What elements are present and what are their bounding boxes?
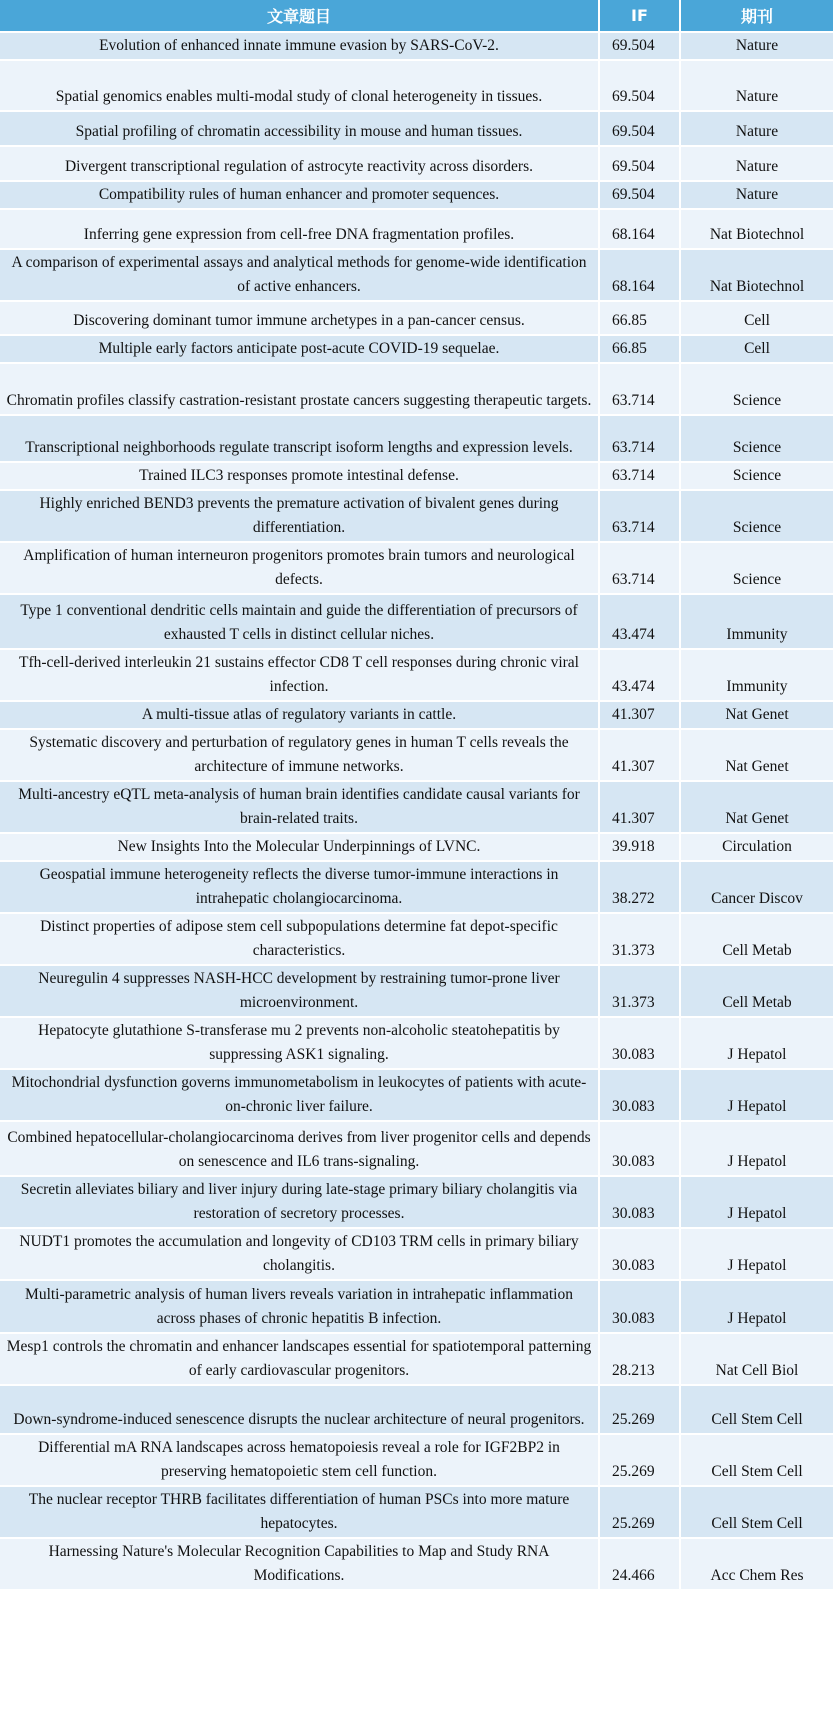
article-title-cell: Combined hepatocellular-cholangiocarcinoma derives from liver progenitor cells and depends on senescence and IL6 trans-signaling. (0, 1122, 600, 1177)
journal-cell: Cell Stem Cell (681, 1487, 833, 1539)
journal-cell: Nature (681, 33, 833, 61)
journal-cell: Immunity (681, 650, 833, 702)
article-title-cell: Harnessing Nature's Molecular Recognition Capabilities to Map and Study RNA Modifications. (0, 1539, 600, 1591)
article-title-cell: Highly enriched BEND3 prevents the premature activation of bivalent genes during differentiation. (0, 491, 600, 543)
table-row (0, 1018, 833, 1070)
article-title-cell: Evolution of enhanced innate immune evasion by SARS-CoV-2. (0, 33, 600, 61)
impact-factor-cell: 69.504 (600, 33, 681, 61)
journal-cell: Cell (681, 336, 833, 364)
journal-cell: Nature (681, 61, 833, 112)
impact-factor-cell: 25.269 (600, 1386, 681, 1435)
article-title-cell: Chromatin profiles classify castration-resistant prostate cancers suggesting therapeutic targets. (0, 364, 600, 416)
journal-cell: Immunity (681, 595, 833, 650)
journal-cell: Nature (681, 182, 833, 210)
table-row (0, 463, 833, 491)
impact-factor-cell: 30.083 (600, 1018, 681, 1070)
header-row (0, 0, 833, 33)
article-title-cell: Multi-ancestry eQTL meta-analysis of human brain identifies candidate causal variants for brain-related traits. (0, 782, 600, 834)
impact-factor-cell: 41.307 (600, 782, 681, 834)
article-title-cell: Spatial genomics enables multi-modal study of clonal heterogeneity in tissues. (0, 61, 600, 112)
impact-factor-cell: 30.083 (600, 1122, 681, 1177)
journal-cell: Cancer Discov (681, 862, 833, 914)
table-row (0, 1539, 833, 1591)
impact-factor-cell: 41.307 (600, 702, 681, 730)
journal-cell: J Hepatol (681, 1018, 833, 1070)
article-title-cell: Trained ILC3 responses promote intestinal defense. (0, 463, 600, 491)
journal-cell: Nat Biotechnol (681, 210, 833, 250)
impact-factor-cell: 63.714 (600, 543, 681, 595)
impact-factor-cell: 63.714 (600, 416, 681, 463)
header-title: 文章题目 (0, 0, 600, 33)
table-row (0, 336, 833, 364)
article-title-cell: Secretin alleviates biliary and liver injury during late-stage primary biliary cholangitis via restoration of secretory processes. (0, 1177, 600, 1229)
impact-factor-cell: 31.373 (600, 966, 681, 1018)
table-row (0, 914, 833, 966)
impact-factor-cell: 66.85 (600, 302, 681, 336)
table-row (0, 416, 833, 463)
article-title-cell: Down-syndrome-induced senescence disrupts the nuclear architecture of neural progenitors. (0, 1386, 600, 1435)
impact-factor-cell: 31.373 (600, 914, 681, 966)
article-title-cell: Mesp1 controls the chromatin and enhancer landscapes essential for spatiotemporal patterning of early cardiovascular progenitors. (0, 1334, 600, 1386)
journal-cell: Cell Stem Cell (681, 1435, 833, 1487)
impact-factor-cell: 69.504 (600, 182, 681, 210)
article-title-cell: Geospatial immune heterogeneity reflects the diverse tumor-immune interactions in intrahepatic cholangiocarcinoma. (0, 862, 600, 914)
table-row (0, 730, 833, 782)
table-row (0, 250, 833, 302)
impact-factor-cell: 30.083 (600, 1281, 681, 1334)
article-title-cell: A multi-tissue atlas of regulatory variants in cattle. (0, 702, 600, 730)
journal-cell: J Hepatol (681, 1229, 833, 1281)
table-row (0, 112, 833, 147)
journal-cell: Nat Genet (681, 730, 833, 782)
journal-cell: Circulation (681, 834, 833, 862)
journal-cell: Cell Stem Cell (681, 1386, 833, 1435)
journal-cell: Nature (681, 147, 833, 182)
table-row (0, 966, 833, 1018)
impact-factor-cell: 68.164 (600, 210, 681, 250)
header-if: IF (600, 0, 681, 33)
article-title-cell: The nuclear receptor THRB facilitates differentiation of human PSCs into more mature hepatocytes. (0, 1487, 600, 1539)
article-title-cell: Type 1 conventional dendritic cells maintain and guide the differentiation of precursors of exhausted T cells in distinct cellular niches. (0, 595, 600, 650)
article-title-cell: Multi-parametric analysis of human livers reveals variation in intrahepatic inflammation across phases of chronic hepatitis B infection. (0, 1281, 600, 1334)
impact-factor-cell: 41.307 (600, 730, 681, 782)
table-row (0, 1070, 833, 1122)
journal-cell: Nat Genet (681, 782, 833, 834)
impact-factor-cell: 25.269 (600, 1435, 681, 1487)
article-title-cell: Compatibility rules of human enhancer and promoter sequences. (0, 182, 600, 210)
table-row (0, 1386, 833, 1435)
journal-cell: J Hepatol (681, 1281, 833, 1334)
header-journal: 期刊 (681, 0, 833, 33)
article-title-cell: Hepatocyte glutathione S-transferase mu 2 prevents non-alcoholic steatohepatitis by suppressing ASK1 signaling. (0, 1018, 600, 1070)
table-row (0, 364, 833, 416)
article-title-cell: New Insights Into the Molecular Underpinnings of LVNC. (0, 834, 600, 862)
table-row (0, 543, 833, 595)
table-row (0, 147, 833, 182)
journal-cell: Science (681, 416, 833, 463)
article-title-cell: A comparison of experimental assays and analytical methods for genome-wide identification of active enhancers. (0, 250, 600, 302)
article-title-cell: Discovering dominant tumor immune archetypes in a pan-cancer census. (0, 302, 600, 336)
table-row (0, 650, 833, 702)
impact-factor-cell: 30.083 (600, 1229, 681, 1281)
impact-factor-cell: 30.083 (600, 1177, 681, 1229)
table-row (0, 33, 833, 61)
table-row (0, 595, 833, 650)
journal-cell: Science (681, 491, 833, 543)
table-row (0, 302, 833, 336)
impact-factor-cell: 39.918 (600, 834, 681, 862)
article-title-cell: Amplification of human interneuron progenitors promotes brain tumors and neurological defects. (0, 543, 600, 595)
journal-cell: J Hepatol (681, 1070, 833, 1122)
journal-cell: Nat Biotechnol (681, 250, 833, 302)
table-row (0, 1334, 833, 1386)
impact-factor-cell: 28.213 (600, 1334, 681, 1386)
article-title-cell: NUDT1 promotes the accumulation and longevity of CD103 TRM cells in primary biliary cholangitis. (0, 1229, 600, 1281)
journal-cell: Cell Metab (681, 914, 833, 966)
impact-factor-cell: 43.474 (600, 595, 681, 650)
table-row (0, 834, 833, 862)
article-title-cell: Mitochondrial dysfunction governs immunometabolism in leukocytes of patients with acute-on-chronic liver failure. (0, 1070, 600, 1122)
table-row (0, 862, 833, 914)
article-title-cell: Tfh-cell-derived interleukin 21 sustains effector CD8 T cell responses during chronic viral infection. (0, 650, 600, 702)
journal-cell: Nature (681, 112, 833, 147)
journal-cell: Cell (681, 302, 833, 336)
impact-factor-cell: 63.714 (600, 364, 681, 416)
table-row (0, 1229, 833, 1281)
impact-factor-cell: 25.269 (600, 1487, 681, 1539)
article-title-cell: Distinct properties of adipose stem cell subpopulations determine fat depot-specific characteristics. (0, 914, 600, 966)
impact-factor-cell: 69.504 (600, 147, 681, 182)
impact-factor-cell: 43.474 (600, 650, 681, 702)
article-title-cell: Spatial profiling of chromatin accessibility in mouse and human tissues. (0, 112, 600, 147)
table-row (0, 61, 833, 112)
table-row (0, 182, 833, 210)
impact-factor-cell: 69.504 (600, 61, 681, 112)
article-title-cell: Transcriptional neighborhoods regulate transcript isoform lengths and expression levels. (0, 416, 600, 463)
journal-cell: Science (681, 364, 833, 416)
table-row (0, 491, 833, 543)
impact-factor-cell: 69.504 (600, 112, 681, 147)
impact-factor-cell: 24.466 (600, 1539, 681, 1591)
article-title-cell: Differential mA RNA landscapes across hematopoiesis reveal a role for IGF2BP2 in preserving hematopoietic stem cell function. (0, 1435, 600, 1487)
article-title-cell: Neuregulin 4 suppresses NASH-HCC development by restraining tumor-prone liver microenvironment. (0, 966, 600, 1018)
table-row (0, 1487, 833, 1539)
table-row (0, 1435, 833, 1487)
table-row (0, 1177, 833, 1229)
table-row (0, 702, 833, 730)
impact-factor-cell: 38.272 (600, 862, 681, 914)
impact-factor-cell: 30.083 (600, 1070, 681, 1122)
journal-cell: J Hepatol (681, 1122, 833, 1177)
table-header (0, 0, 833, 33)
impact-factor-cell: 68.164 (600, 250, 681, 302)
table-row (0, 1122, 833, 1177)
article-title-cell: Inferring gene expression from cell-free DNA fragmentation profiles. (0, 210, 600, 250)
table-body (0, 33, 833, 1591)
impact-factor-cell: 63.714 (600, 491, 681, 543)
journal-cell: Science (681, 543, 833, 595)
journal-cell: Cell Metab (681, 966, 833, 1018)
article-title-cell: Systematic discovery and perturbation of regulatory genes in human T cells reveals the architecture of immune networks. (0, 730, 600, 782)
article-title-cell: Multiple early factors anticipate post-acute COVID-19 sequelae. (0, 336, 600, 364)
journal-cell: Acc Chem Res (681, 1539, 833, 1591)
impact-factor-cell: 63.714 (600, 463, 681, 491)
impact-factor-cell: 66.85 (600, 336, 681, 364)
table-row (0, 210, 833, 250)
journal-cell: Nat Cell Biol (681, 1334, 833, 1386)
journal-cell: J Hepatol (681, 1177, 833, 1229)
table-row (0, 782, 833, 834)
table-row (0, 1281, 833, 1334)
journal-cell: Science (681, 463, 833, 491)
journal-cell: Nat Genet (681, 702, 833, 730)
article-title-cell: Divergent transcriptional regulation of astrocyte reactivity across disorders. (0, 147, 600, 182)
